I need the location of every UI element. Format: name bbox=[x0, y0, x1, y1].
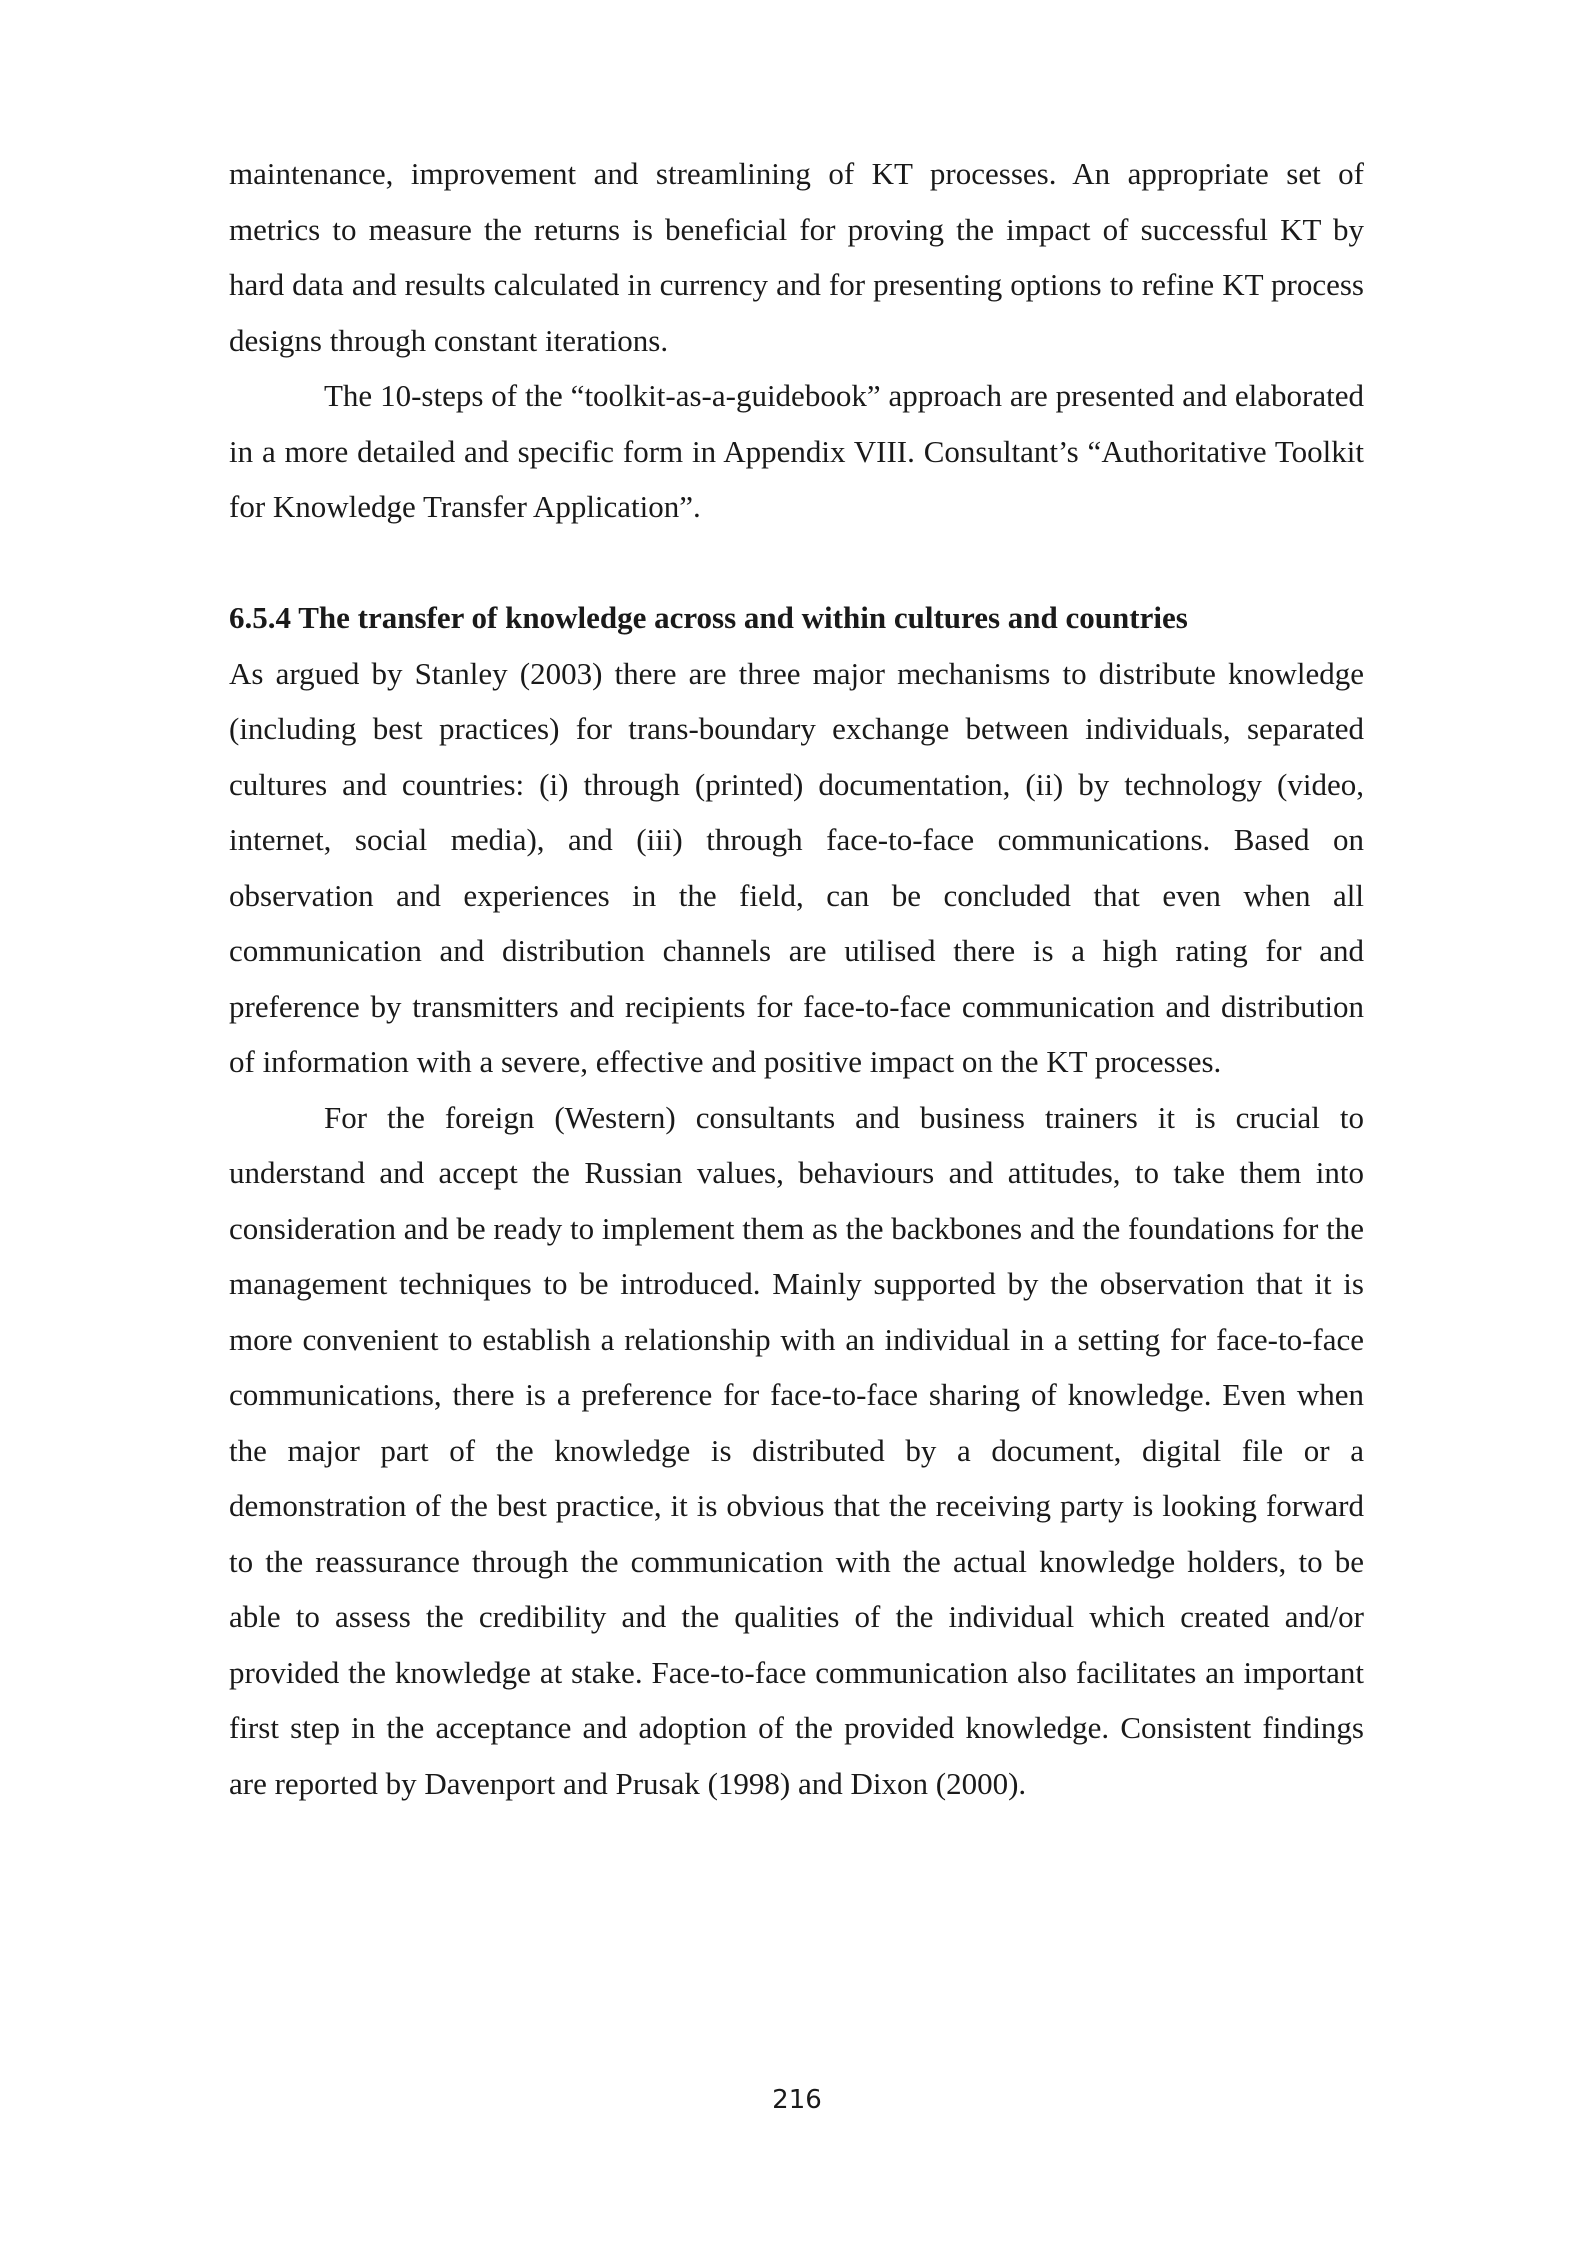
paragraph-foreign-consultants: For the foreign (Western) consultants and business trainers it is crucial to understand and accept the Russian values, behaviours and attitudes, to take them into consideration and be ready to implement them as the backbones and the foundations for the management techniques to be introduced. Mainly supported by the observation that it is more convenient to establish a relationship with an individual in a setting for face-to-face communications, there is a preference for face-to-face sharing of knowledge. Even when the major part of the knowledge is distributed by a document, digital file or a demonstration of the best practice, it is obvious that the receiving party is looking forward to the reassurance through the communication with the actual knowledge holders, to be able to assess the credibility and the qualities of the individual which created and/or provided the knowledge at stake. Face-to-face communication also facilitates an important first step in the acceptance and adoption of the provided knowledge. Consistent findings are reported by Davenport and Prusak (1998) and Dixon (2000). bbox=[229, 1099, 1364, 1801]
paragraph-kt-metrics: maintenance, improvement and streamlining of KT processes. An appropriate set of metrics to measure the returns is beneficial for proving the impact of successful KT by hard data and results calculated in currency and for presenting options to refine KT process designs through constant iterations. bbox=[229, 156, 1364, 358]
paragraph-stanley-mechanisms: As argued by Stanley (2003) there are three major mechanisms to distribute knowledge (including best practices) for trans-boundary exchange between individuals, separated cultures and countries: (i) through (printed) documentation, (ii) by technology (video, internet, social media), and (iii) through face-to-face communications. Based on observation and experiences in the field, can be concluded that even when all communication and distribution channels are utilised there is a high rating for and preference by transmitters and recipients for face-to-face communication and distribution of information with a severe, effective and positive impact on the KT processes. bbox=[229, 655, 1364, 1079]
body-text bbox=[229, 146, 1364, 1811]
paragraph-toolkit-steps: The 10-steps of the “toolkit-as-a-guidebook” approach are presented and elaborated in a more detailed and specific form in Appendix VIII. Consultant’s “Authoritative Toolkit for Knowledge Transfer Application”. bbox=[229, 378, 1364, 524]
page-number: 216 bbox=[772, 2085, 822, 2115]
section-spacer bbox=[229, 535, 1364, 591]
section-heading: 6.5.4 The transfer of knowledge across and within cultures and countries bbox=[229, 600, 1188, 635]
